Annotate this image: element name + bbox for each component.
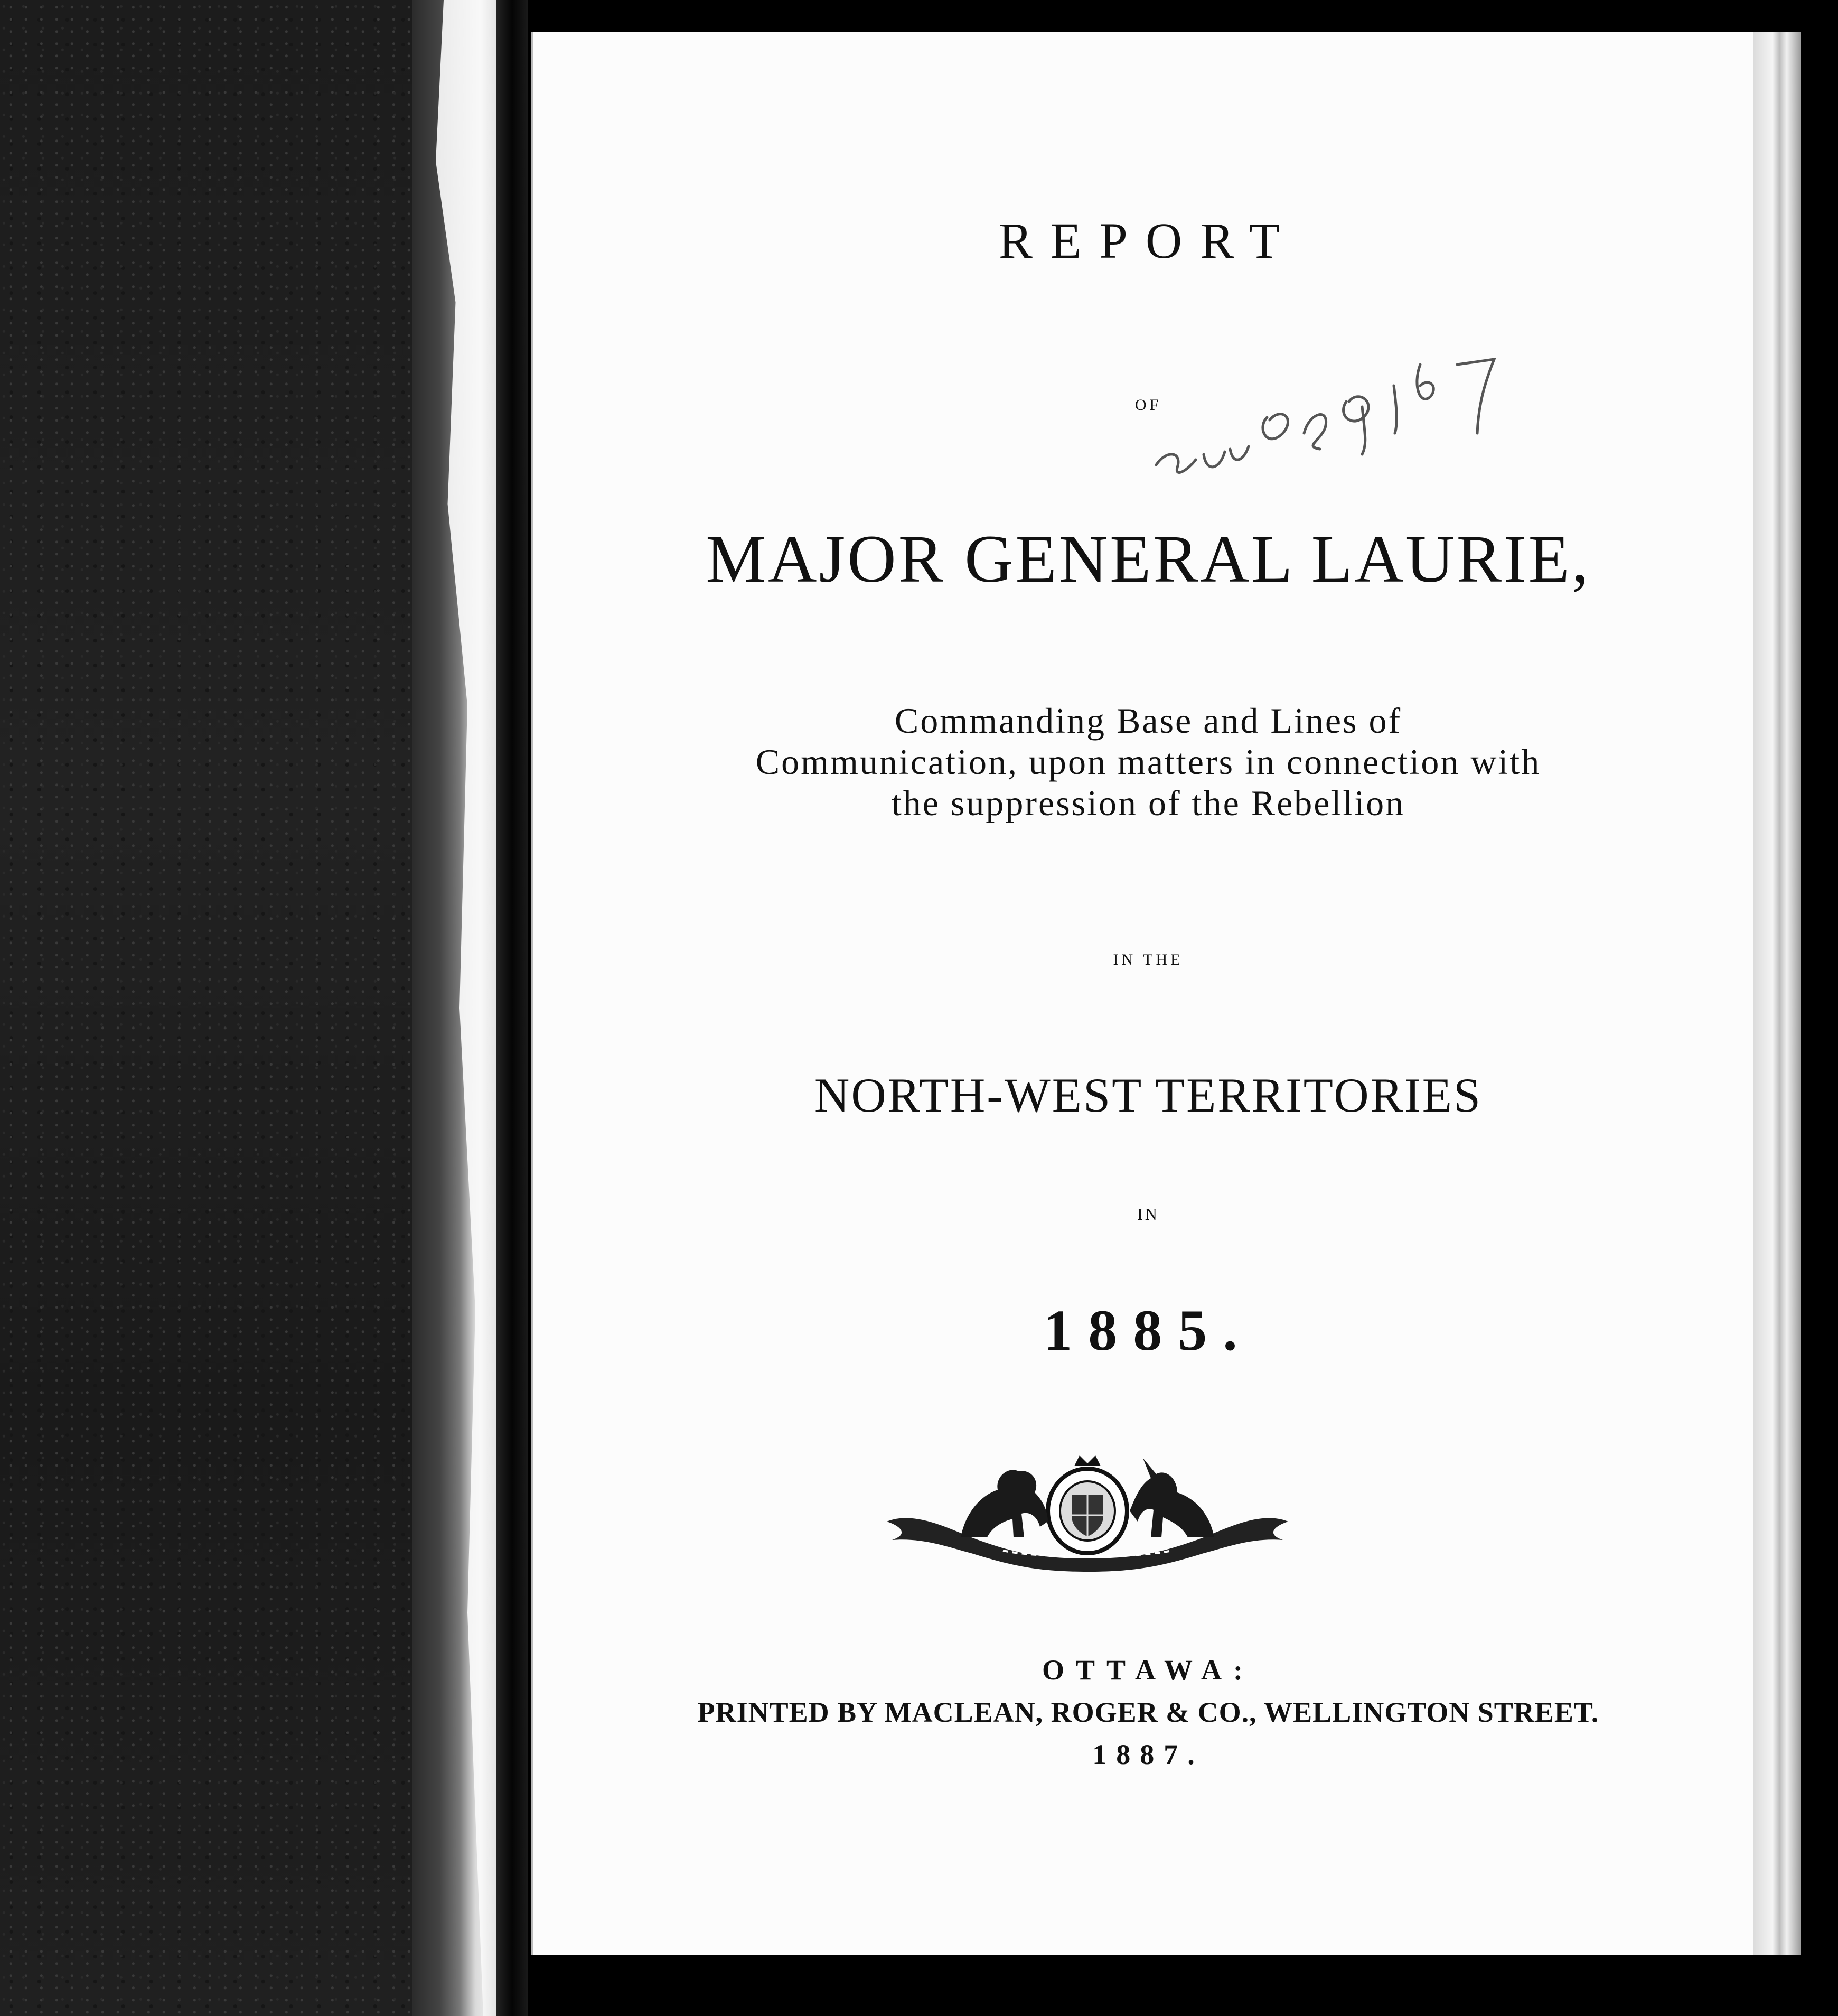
of-label: OF — [1134, 396, 1162, 414]
book-cover — [0, 0, 475, 2016]
description-block — [533, 700, 1764, 824]
handwritten-accession-number — [1146, 328, 1547, 486]
description-line: Communication, upon matters in connection with — [755, 742, 1541, 782]
royal-coat-of-arms-icon — [882, 1448, 1293, 1574]
print-year: 1887. — [1092, 1739, 1204, 1770]
in-the-label: IN THE — [1113, 951, 1184, 968]
region-title: NORTH-WEST TERRITORIES — [814, 1068, 1483, 1122]
in-label: IN — [1137, 1205, 1159, 1224]
subject-title: MAJOR GENERAL LAURIE, — [706, 521, 1591, 596]
page-edges — [1753, 32, 1801, 1955]
description-line: the suppression of the Rebellion — [891, 783, 1405, 823]
report-year: 1885. — [1043, 1298, 1253, 1362]
title-page — [531, 32, 1764, 1955]
report-heading: REPORT — [998, 212, 1298, 269]
printer-line: PRINTED BY MACLEAN, ROGER & CO., WELLINGTON STREET. — [697, 1696, 1599, 1728]
publication-place: OTTAWA: — [1042, 1654, 1255, 1686]
book-gutter — [496, 0, 528, 2016]
description-line: Commanding Base and Lines of — [894, 701, 1402, 741]
